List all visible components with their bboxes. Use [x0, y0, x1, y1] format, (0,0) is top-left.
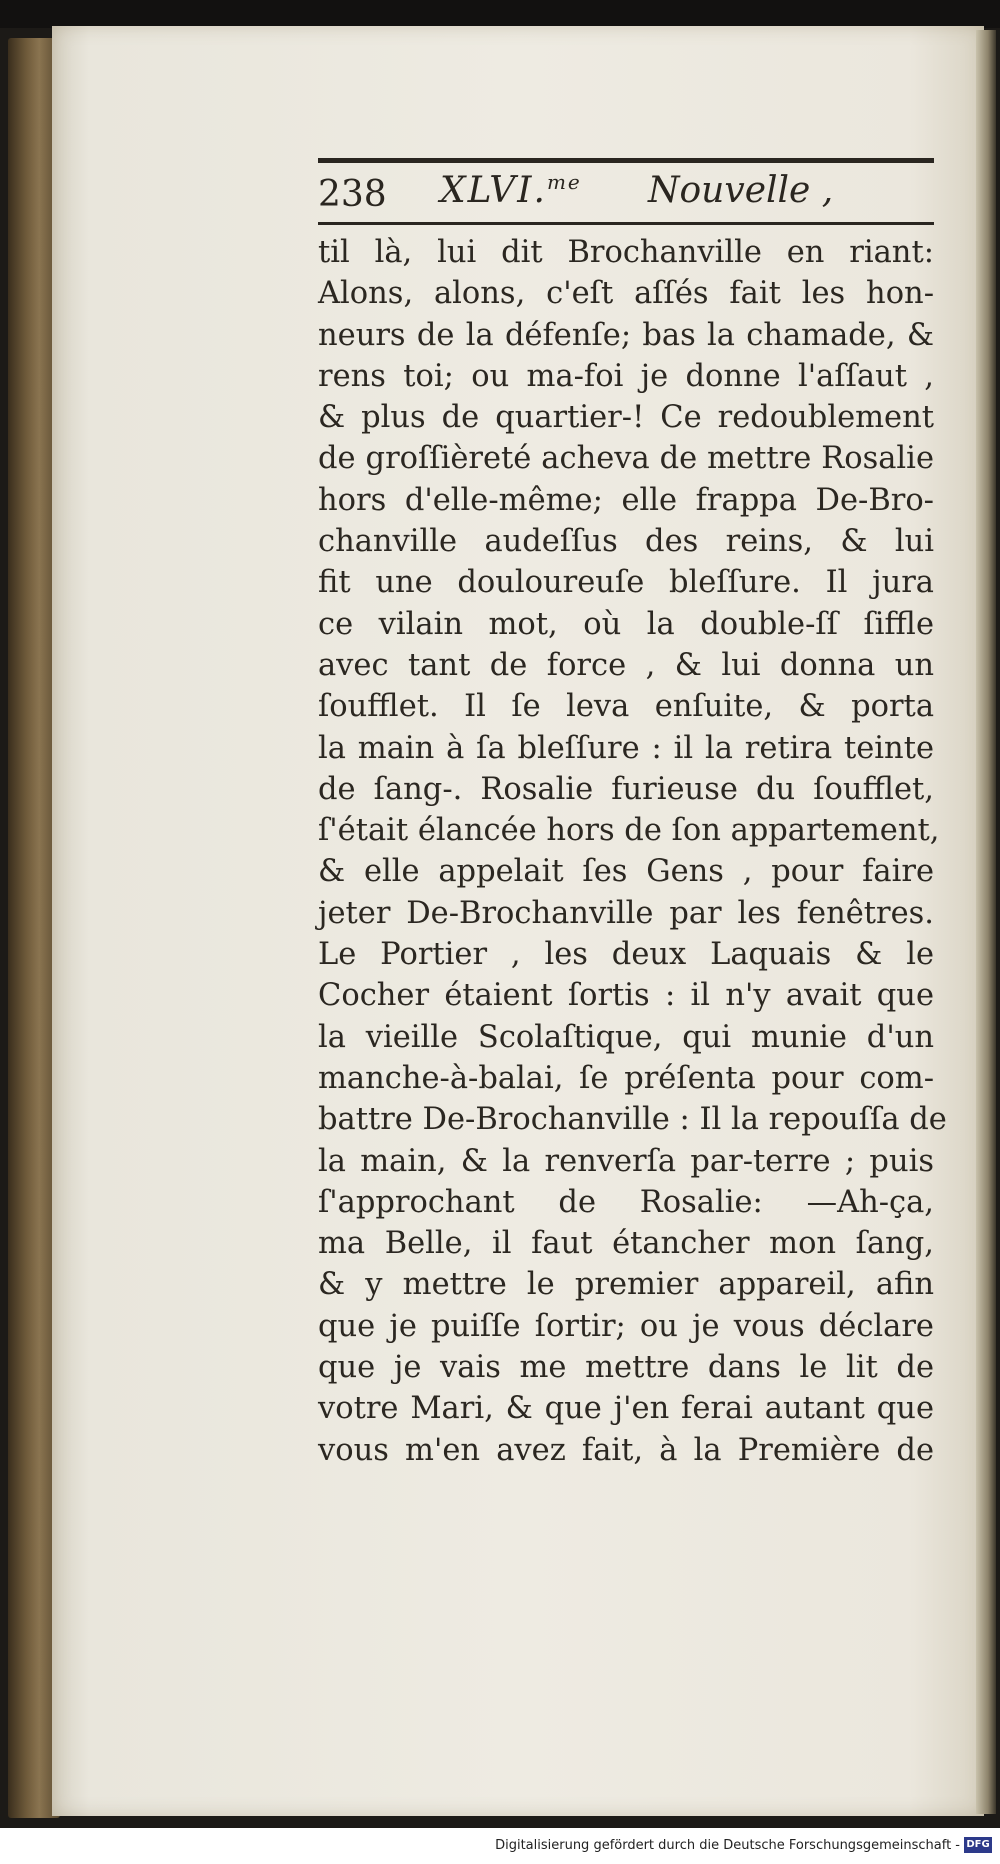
text-line: rens toi; ou ma-foi je donne l'aſſaut ,	[318, 358, 934, 394]
story-number	[440, 170, 582, 211]
text-line: Cocher étaient ſortis : il n'y avait que	[318, 978, 934, 1014]
text-line: ce vilain mot, où la double-ſſ ſiffle	[318, 606, 934, 642]
text-line: & elle appelait ſes Gens , pour faire	[318, 854, 934, 890]
text-line: ſoufflet. Il ſe leva enſuite, & porta	[318, 689, 934, 725]
text-line: ſ'était élancée hors de ſon appartement,	[318, 813, 940, 849]
text-line: que je vais me mettre dans le lit de	[318, 1350, 934, 1386]
text-line: de ſang-. Rosalie furieuse du ſoufflet,	[318, 771, 934, 807]
story-ordinal-suffix: me	[546, 170, 582, 194]
text-line: votre Mari, & que j'en ferai autant que	[318, 1391, 934, 1427]
text-line: fit une douloureuſe bleſſure. Il jura	[318, 565, 934, 601]
text-line: avec tant de force , & lui donna un	[318, 647, 934, 683]
page-number: 238	[318, 174, 387, 215]
digitization-footer	[0, 1828, 1000, 1864]
funding-credit: Digitalisierung gefördert durch die Deutsche Forschungsgemeinschaft -	[495, 1838, 960, 1853]
text-line: ma Belle, il faut étancher mon ſang,	[318, 1226, 934, 1262]
text-line: manche-à-balai, ſe préſenta pour com-	[318, 1060, 934, 1096]
text-line: & plus de quartier-! Ce redoublement	[318, 400, 934, 436]
text-line: de groſſièreté acheva de mettre Rosalie	[318, 441, 934, 477]
header-rule-bottom	[318, 222, 934, 225]
text-line: ſ'approchant de Rosalie: —Ah-ça,	[318, 1184, 934, 1220]
running-header	[318, 168, 934, 218]
text-line: neurs de la défenſe; bas la chamade, &	[318, 317, 934, 353]
text-line: til là, lui dit Brochanville en riant:	[318, 235, 934, 270]
header-rule-top	[318, 158, 934, 163]
page-fore-edge	[976, 30, 996, 1814]
text-line: chanville audeſſus des reins, & lui	[318, 524, 934, 560]
scan-background-top	[0, 0, 1000, 28]
text-line: Alons, alons, c'eſt aſſés fait les hon-	[318, 276, 934, 312]
story-roman-numeral: XLVI.	[440, 170, 547, 211]
text-line: jeter De-Brochanville par les fenêtres.	[318, 895, 934, 931]
text-line: & y mettre le premier appareil, afin	[318, 1267, 934, 1303]
body-text	[318, 232, 947, 1471]
text-line: la vieille Scolaſtique, qui munie d'un	[318, 1019, 934, 1055]
dfg-logo: DFG	[964, 1837, 992, 1853]
running-title: Nouvelle ,	[648, 170, 834, 211]
text-line: battre De-Brochanville : Il la repouſſa de	[318, 1102, 947, 1138]
text-line: vous m'en avez fait, à la Première de	[318, 1432, 934, 1468]
text-line: Le Portier , les deux Laquais & le	[318, 937, 934, 973]
text-line: que je puiſſe ſortir; ou je vous déclare	[318, 1308, 934, 1344]
text-line: la main, & la renverſa par-terre ; puis	[318, 1143, 934, 1179]
text-line: hors d'elle-même; elle frappa De-Bro-	[318, 482, 934, 518]
text-line: la main à ſa bleſſure : il la retira teinte	[318, 730, 934, 766]
